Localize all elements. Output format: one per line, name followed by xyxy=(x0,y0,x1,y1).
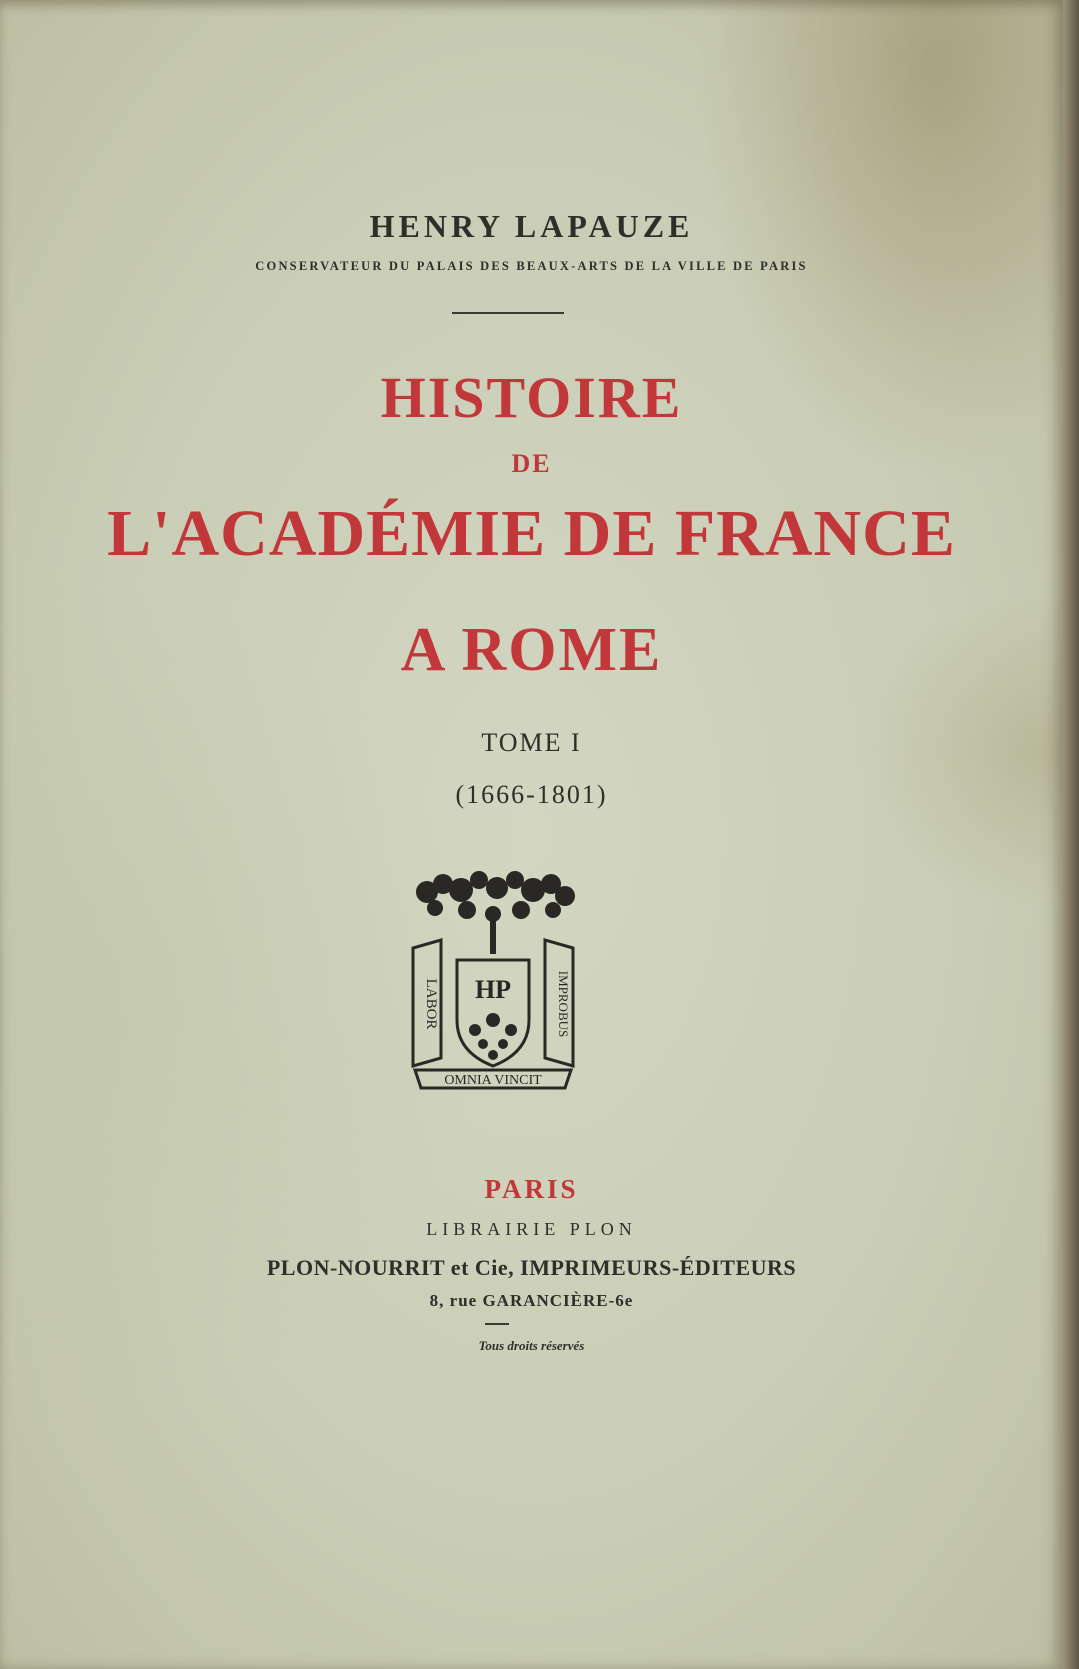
publisher-printer: PLON-NOURRIT et Cie, IMPRIMEURS-ÉDITEURS xyxy=(266,1255,797,1280)
author-name: HENRY LAPAUZE xyxy=(369,208,694,244)
title-line-3: L'ACADÉMIE DE FRANCE xyxy=(107,497,956,570)
publisher-name: LIBRAIRIE PLON xyxy=(426,1219,637,1239)
publisher-address: 8, rue GARANCIÈRE-6e xyxy=(429,1291,634,1310)
title-line-4: A ROME xyxy=(400,616,663,684)
volume-dates: (1666-1801) xyxy=(455,780,608,809)
publication-place: PARIS xyxy=(484,1174,579,1204)
publisher-emblem-icon xyxy=(405,870,581,1092)
title-line-1: HISTOIRE xyxy=(380,365,683,430)
small-rule xyxy=(485,1323,509,1325)
author-title: CONSERVATEUR DU PALAIS DES BEAUX-ARTS DE LA VILLE DE PARIS xyxy=(255,259,808,273)
title-line-2: DE xyxy=(511,449,552,478)
page-edge xyxy=(1063,0,1079,1669)
svg-text:HP: HP xyxy=(474,975,512,1004)
svg-text:IMPROBUS: IMPROBUS xyxy=(556,970,571,1038)
rights-notice: Tous droits réservés xyxy=(478,1338,585,1353)
divider-rule xyxy=(452,312,564,314)
svg-text:OMNIA VINCIT: OMNIA VINCIT xyxy=(444,1073,542,1088)
volume-label: TOME I xyxy=(481,728,582,757)
svg-text:LABOR: LABOR xyxy=(423,978,439,1030)
